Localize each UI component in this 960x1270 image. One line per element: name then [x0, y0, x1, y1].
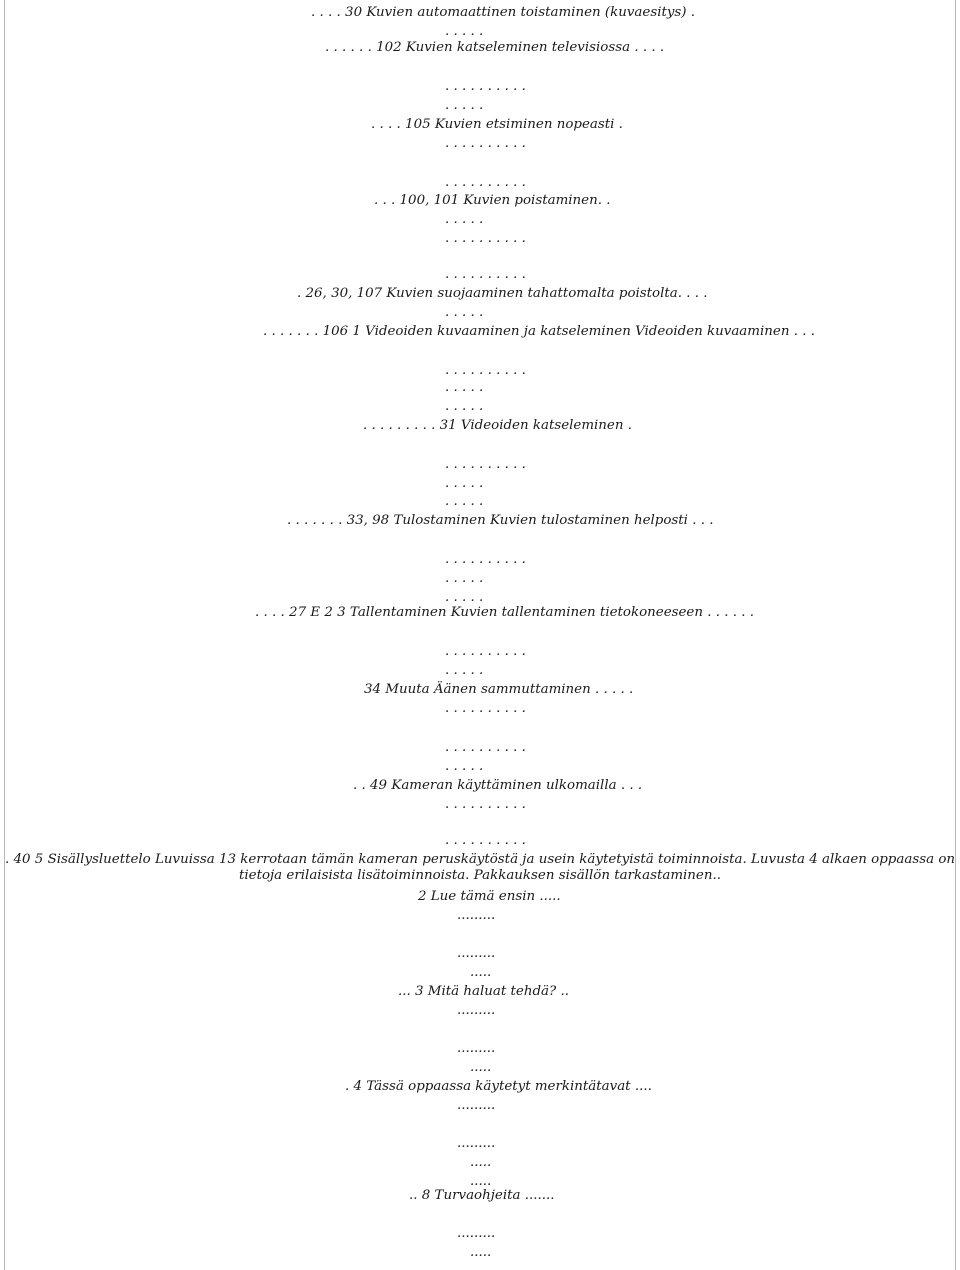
toc-line: .........	[457, 1041, 496, 1056]
toc-line: . . . . . . . 33, 98 Tulostaminen Kuvien tulostaminen helposti . . .	[287, 513, 714, 528]
toc-line: . 26, 30, 107 Kuvien suojaaminen tahattomalta poistolta. . . .	[297, 286, 708, 301]
toc-line: . . . . .	[445, 380, 484, 395]
toc-line: . . . . . . . . . .	[445, 797, 526, 812]
toc-line: . . . . .	[445, 759, 484, 774]
toc-line: . . . . . . . . . 31 Videoiden katseleminen .	[363, 418, 632, 433]
toc-line: . . . . . . . . . .	[445, 552, 526, 567]
toc-line: .....	[470, 1155, 492, 1170]
toc-line: 2 Lue tämä ensin .....	[418, 889, 561, 904]
toc-paragraph: . 40 5 Sisällysluettelo Luvuissa 13 kerrotaan tämän kameran peruskäytöstä ja usein käytetyistä toiminnoista. Luvusta 4 alkaen oppaassa on tietoja erilaisista lisätoiminnoista. Pakkauksen sisällön tarkastaminen..	[4, 852, 956, 883]
toc-line: . . . . .	[445, 212, 484, 227]
toc-line: . . . . . . 102 Kuvien katseleminen televisiossa . . . .	[325, 40, 665, 55]
toc-line: . . . . . . . . . .	[445, 231, 526, 246]
toc-line: . . . . . . . . . .	[445, 701, 526, 716]
toc-line: . . . . .	[445, 663, 484, 678]
toc-line: .........	[457, 1136, 496, 1151]
toc-line: . . . . . . . . . .	[445, 833, 526, 848]
toc-line: .........	[457, 1003, 496, 1018]
toc-line: .........	[457, 1226, 496, 1241]
toc-line: . . . . .	[445, 399, 484, 414]
toc-line: . . . . . . . . . .	[445, 363, 526, 378]
toc-line: . . . . 30 Kuvien automaattinen toistaminen (kuvaesitys) .	[311, 5, 696, 20]
toc-line: . . . . 27 E 2 3 Tallentaminen Kuvien tallentaminen tietokoneeseen . . . . . .	[255, 605, 755, 620]
toc-line: . . . . . . . . . .	[445, 457, 526, 472]
toc-line: .........	[457, 908, 496, 923]
toc-line: .........	[457, 1098, 496, 1113]
toc-line: .. 8 Turvaohjeita .......	[409, 1188, 555, 1203]
toc-line: . . . . . . . 106 1 Videoiden kuvaaminen ja katseleminen Videoiden kuvaaminen . . .	[263, 324, 815, 339]
toc-line: . . . . . . . . . .	[445, 644, 526, 659]
toc-line: 34 Muuta Äänen sammuttaminen . . . . .	[364, 682, 634, 697]
toc-line: .........	[457, 946, 496, 961]
toc-line: . . . . .	[445, 24, 484, 39]
toc-line: .....	[470, 965, 492, 980]
toc-line: . . . . . . . . . .	[445, 740, 526, 755]
toc-line: . . . . .	[445, 590, 484, 605]
toc-line: . . . . . . . . . .	[445, 136, 526, 151]
toc-line: . . . 100, 101 Kuvien poistaminen. .	[374, 193, 611, 208]
toc-line: .....	[470, 1245, 492, 1260]
toc-line: .....	[470, 1060, 492, 1075]
toc-line: . . . . . . . . . .	[445, 79, 526, 94]
toc-line: . . . . .	[445, 476, 484, 491]
toc-line: . . . . .	[445, 571, 484, 586]
toc-line: . . 49 Kameran käyttäminen ulkomailla . . .	[353, 778, 643, 793]
toc-line: . . . . 105 Kuvien etsiminen nopeasti .	[371, 117, 623, 132]
toc-line: . . . . .	[445, 98, 484, 113]
toc-line: . 4 Tässä oppaassa käytetyt merkintätavat ....	[345, 1079, 652, 1094]
toc-line: ... 3 Mitä haluat tehdä? ..	[398, 984, 569, 999]
toc-line: . . . . .	[445, 305, 484, 320]
toc-line: . . . . .	[445, 494, 484, 509]
toc-line: . . . . . . . . . .	[445, 175, 526, 190]
toc-line: . . . . . . . . . .	[445, 267, 526, 282]
toc-line: .....	[470, 1174, 492, 1189]
